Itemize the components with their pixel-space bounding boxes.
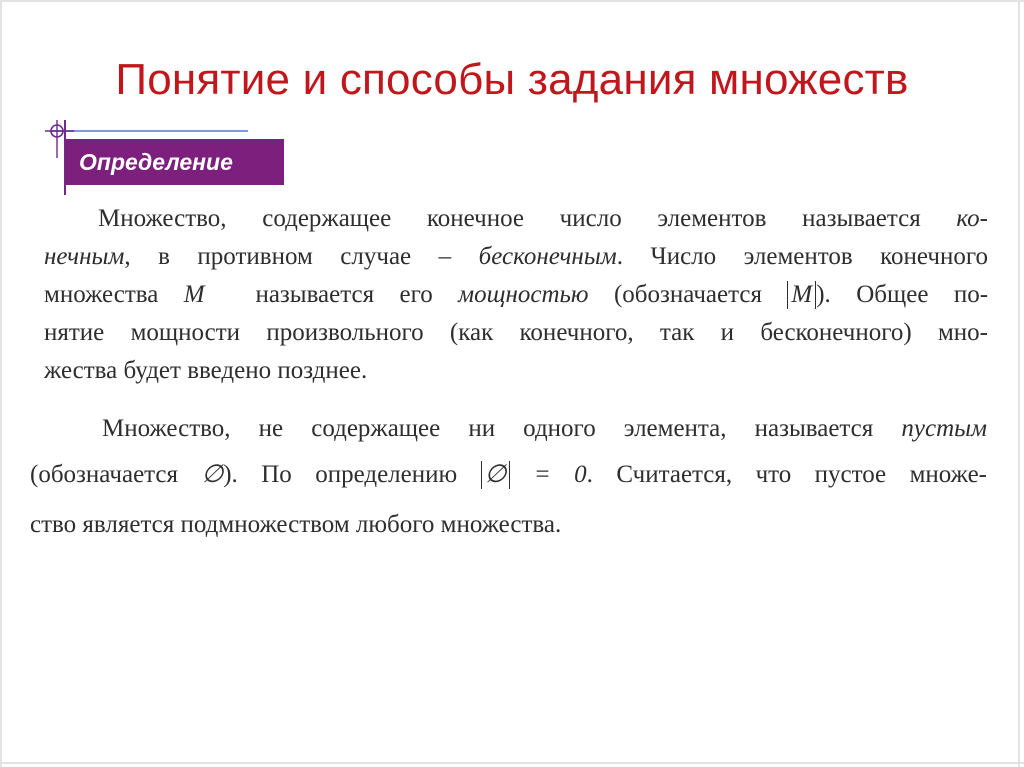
- frame-border-top: [0, 0, 1024, 2]
- paragraph-line: ство является подмножеством любого множества.: [30, 511, 562, 538]
- slide-title: Понятие и способы задания множеств: [115, 55, 909, 104]
- text-span: . Считается, что пустое множе-: [586, 461, 988, 488]
- text-span: ). По определению: [223, 461, 458, 488]
- math-abs-empty: ∅: [481, 461, 511, 489]
- text-span: ). Общее по-: [816, 281, 989, 308]
- paragraph-line: [30, 406, 987, 452]
- frame-border-bottom: [0, 762, 1024, 764]
- frame-border-right: [1018, 0, 1020, 767]
- text-span: называется его: [255, 281, 433, 308]
- definition-badge: Определение: [65, 139, 284, 185]
- text-span: множества: [44, 281, 159, 308]
- paragraph-line: [44, 238, 988, 276]
- text-span: (обозначается: [613, 281, 762, 308]
- empty-set-symbol: ∅: [201, 461, 224, 488]
- paragraph-line: [44, 200, 988, 238]
- term-empty: пустым: [901, 415, 988, 442]
- frame-border-left: [0, 0, 2, 767]
- text-span: Множество, не содержащее ни одного элемента, называется: [102, 415, 874, 442]
- paragraph-line: жества будет введено позднее.: [44, 357, 368, 384]
- text-span: , в противном случае –: [124, 243, 452, 270]
- empty-set-paragraph: [30, 406, 987, 548]
- text-span: Множество, содержащее конечное число элементов называется: [98, 205, 921, 232]
- term-finite: нечным: [44, 243, 125, 270]
- term-infinite: бесконечным: [478, 243, 617, 270]
- paragraph-line: [30, 452, 987, 498]
- term-cardinality: мощностью: [458, 281, 589, 308]
- term-finite: ко-: [956, 205, 988, 232]
- definition-paragraph: [44, 200, 988, 390]
- text-span: . Число элементов конечного: [616, 243, 988, 270]
- text-span: (обозначается: [30, 461, 178, 488]
- paragraph-line: [44, 276, 988, 314]
- math-abs-m: M: [787, 281, 816, 309]
- math-symbol: M: [183, 281, 205, 308]
- math-equation: = 0: [533, 461, 587, 488]
- paragraph-line: нятие мощности произвольного (как конечного, так и бесконечного) мно-: [44, 319, 988, 346]
